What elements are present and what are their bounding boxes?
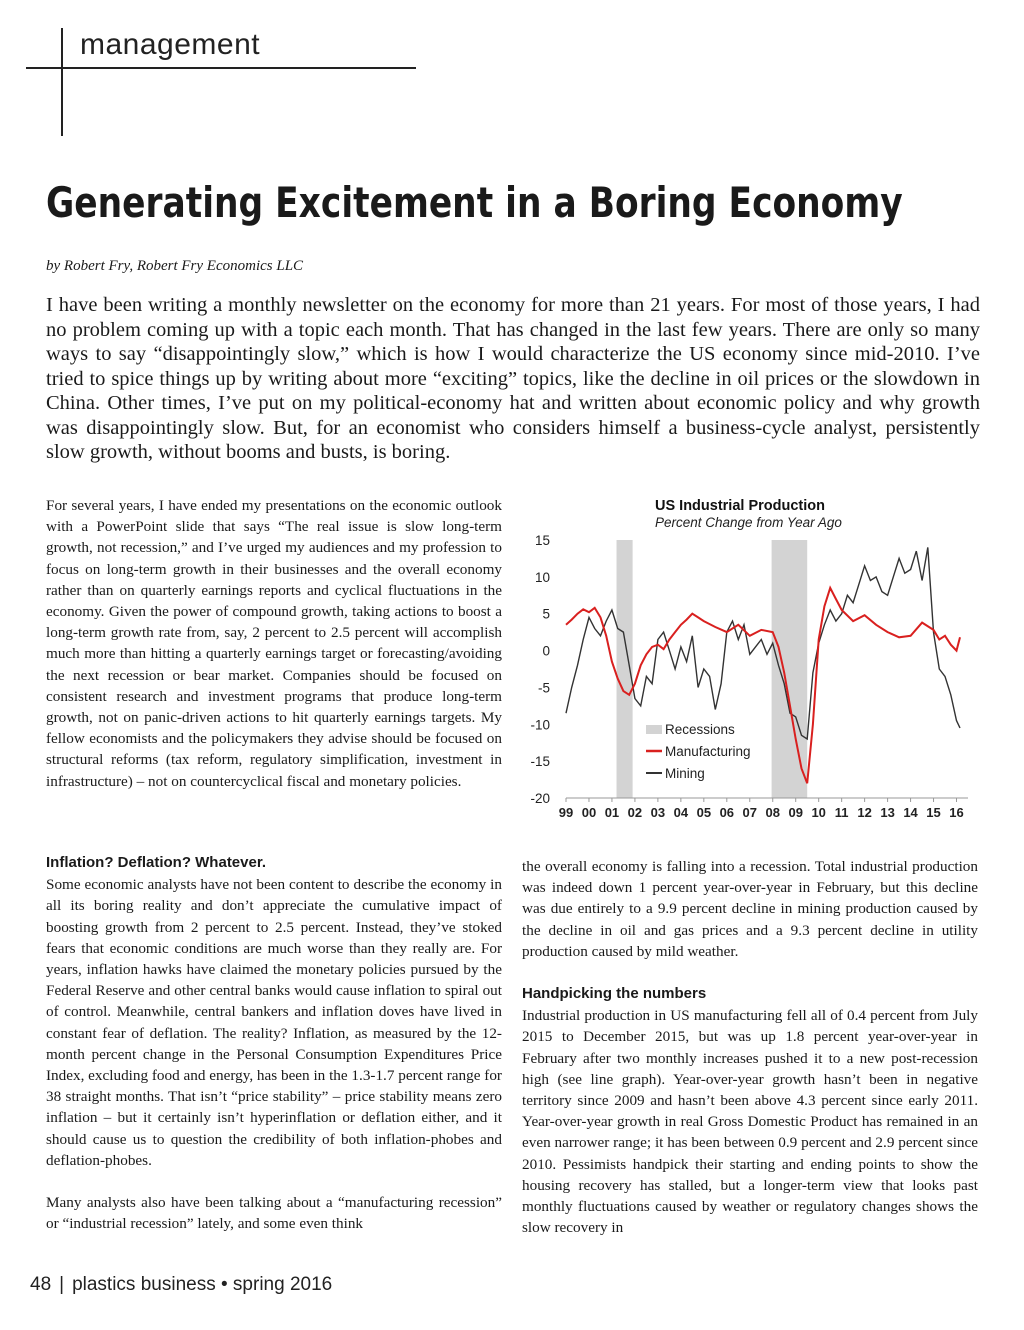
- legend-label-mining: Mining: [665, 766, 705, 781]
- manufacturing-recession-paragraph: Many analysts also have been talking about a “manufacturing recession” or “industrial recession” lately, and some even think: [46, 1194, 502, 1233]
- y-tick-label: 10: [534, 569, 550, 585]
- y-tick-label: -15: [530, 754, 550, 770]
- x-tick-label: 16: [949, 805, 964, 820]
- y-tick-label: -20: [530, 791, 550, 806]
- x-tick-label: 11: [834, 805, 849, 820]
- x-tick-label: 00: [581, 805, 597, 820]
- x-tick-label: 03: [650, 805, 666, 820]
- subhead-inflation: Inflation? Deflation? Whatever.: [46, 854, 267, 871]
- inflation-paragraph: Some economic analysts have not been content to describe the economy in all its boring reality and don’t appreciate the cumulative impact of boosting growth from 2 percent to 2.5 percent. Instead, they’ve stoked fears that economic conditions are much worse than they really are. For years, inflation hawks have claimed the monetary policies pursued by the Federal Reserve and other central banks would cause inflation to spiral out of control. Meanwhile, central bankers and inflation doves have lived in constant fear of deflation. The reality? Inflation, as measured by the 12-month percent change in the Personal Consumption Expenditures Price Index, excluding food and energy, has been in the 1.3-1.7 percent range for 38 straight months. That isn’t “price stability” – price stability means zero inflation – but it certainly isn’t hyperinflation or deflation either, and it should cause us to question the credibility of both inflation-phobes and deflation-phobes.: [46, 876, 502, 1169]
- x-tick-label: 08: [765, 805, 780, 820]
- x-tick-label: 02: [627, 805, 643, 820]
- legend-label-recessions: Recessions: [665, 722, 735, 737]
- issue-label: spring 2016: [232, 1274, 333, 1295]
- column-left-bottom: [46, 852, 502, 1234]
- industrial-production-chart: [520, 494, 980, 834]
- subhead-handpicking: Handpicking the numbers: [522, 985, 707, 1003]
- y-tick-label: 15: [534, 533, 550, 548]
- x-axis: [559, 798, 964, 820]
- column-left-top: [46, 495, 502, 792]
- lede-paragraph: I have been writing a monthly newsletter on the economy for more than 21 years. For most of those years, I had no problem coming up with a topic each month. That has changed in the last few years. There are only so many ways to say “disappointingly slow,” which is how I would characterize the US economy since mid-2010. I’ve tried to spice things up by writing about more “exciting” topics, like the decline in oil prices or the slowdown in China. Other times, I’ve put on my political-economy hat and written about economic policy and why growth was disappointingly slow. But, for an economist who considers himself a business-cycle analyst, persistently slow growth, without booms and busts, is boring.: [46, 294, 980, 463]
- chart-subtitle: Percent Change from Year Ago: [655, 515, 842, 530]
- chart-title: US Industrial Production: [655, 498, 825, 514]
- footer-separator: |: [59, 1274, 65, 1295]
- column-right-bottom: [522, 856, 978, 1238]
- section-rule-horizontal: [26, 67, 416, 69]
- industrial-production-paragraph: the overall economy is falling into a recession. Total industrial production was indeed down 1 percent year-over-year in February, but this decline was due entirely to a 9.9 percent decline in mining production caused by the decline in oil and gas prices and a 9.3 percent decline in utility production caused by mild weather.: [522, 858, 978, 960]
- x-tick-label: 13: [880, 805, 895, 820]
- x-tick-label: 10: [811, 805, 826, 820]
- chart-legend: [646, 722, 751, 781]
- x-tick-label: 99: [558, 805, 574, 820]
- x-tick-label: 15: [926, 805, 941, 820]
- x-tick-label: 14: [903, 805, 918, 820]
- recession-band-2: [772, 540, 808, 798]
- x-tick-label: 01: [604, 805, 620, 820]
- page-number: 48: [30, 1274, 52, 1295]
- section-label: management: [80, 28, 261, 61]
- x-tick-label: 06: [719, 805, 735, 820]
- legend-label-manufacturing: Manufacturing: [665, 744, 751, 759]
- y-tick-label: -10: [530, 717, 550, 733]
- handpicking-paragraph: Industrial production in US manufacturing fell all of 0.4 percent from July 2015 to December 2015, but was up 1.8 percent year-over-year in February after two monthly increases pushed it to a new post-recession high (see line graph). Year-over-year growth hasn’t been in negative territory since 2009 and hasn’t been above 4.3 percent since early 2011. Year-over-year growth in real Gross Domestic Product has remained in an even narrower range; it has been between 0.9 percent and 2.9 percent since 2010. Pessimists handpick their starting and ending points to show the housing recovery has stalled, but a longer-term view that looks past monthly fluctuations caused by weather or regulatory changes shows the slow recovery in: [522, 1007, 978, 1237]
- y-tick-label: 5: [542, 606, 550, 622]
- y-axis: [530, 533, 550, 806]
- legend-swatch-recessions: [646, 725, 662, 734]
- y-tick-label: 0: [542, 643, 550, 659]
- page-footer: [30, 1274, 332, 1296]
- x-tick-label: 05: [696, 805, 712, 820]
- x-tick-label: 09: [788, 805, 803, 820]
- x-tick-label: 07: [742, 805, 758, 820]
- x-tick-label: 12: [857, 805, 872, 820]
- recession-bands: [617, 540, 808, 798]
- publication-name: plastics business: [72, 1274, 216, 1295]
- footer-bullet: •: [220, 1274, 228, 1295]
- byline: by Robert Fry, Robert Fry Economics LLC: [46, 258, 304, 274]
- x-tick-label: 04: [673, 805, 689, 820]
- section-rule-vertical: [61, 28, 63, 136]
- y-tick-label: -5: [537, 680, 550, 696]
- article-title: Generating Excitement in a Boring Economy: [46, 178, 903, 227]
- intro-paragraph: For several years, I have ended my presentations on the economic outlook with a PowerPoint slide that says “The real issue is slow long-term growth, not recession,” and I’ve urged my audiences and my profession to focus on long-term growth in their businesses and the overall economy rather than on quarterly earnings reports and cyclical fluctuations in the economy. Given the power of compound growth, taking actions to boost a long-term growth rate from, say, 2 percent to 2.5 percent will accomplish much more than hitting a quarterly earnings target or forecasting/avoiding the next recession or bear market. Companies should be focused on consistent research and investment programs that produce long-term growth, not on panic-driven actions to hit quarterly earnings targets. My fellow economists and the policymakers they advise should be focused on structural reforms (tax reform, regulatory simplification, investment in infrastructure) – not on countercyclical fiscal and monetary policies.: [46, 497, 502, 790]
